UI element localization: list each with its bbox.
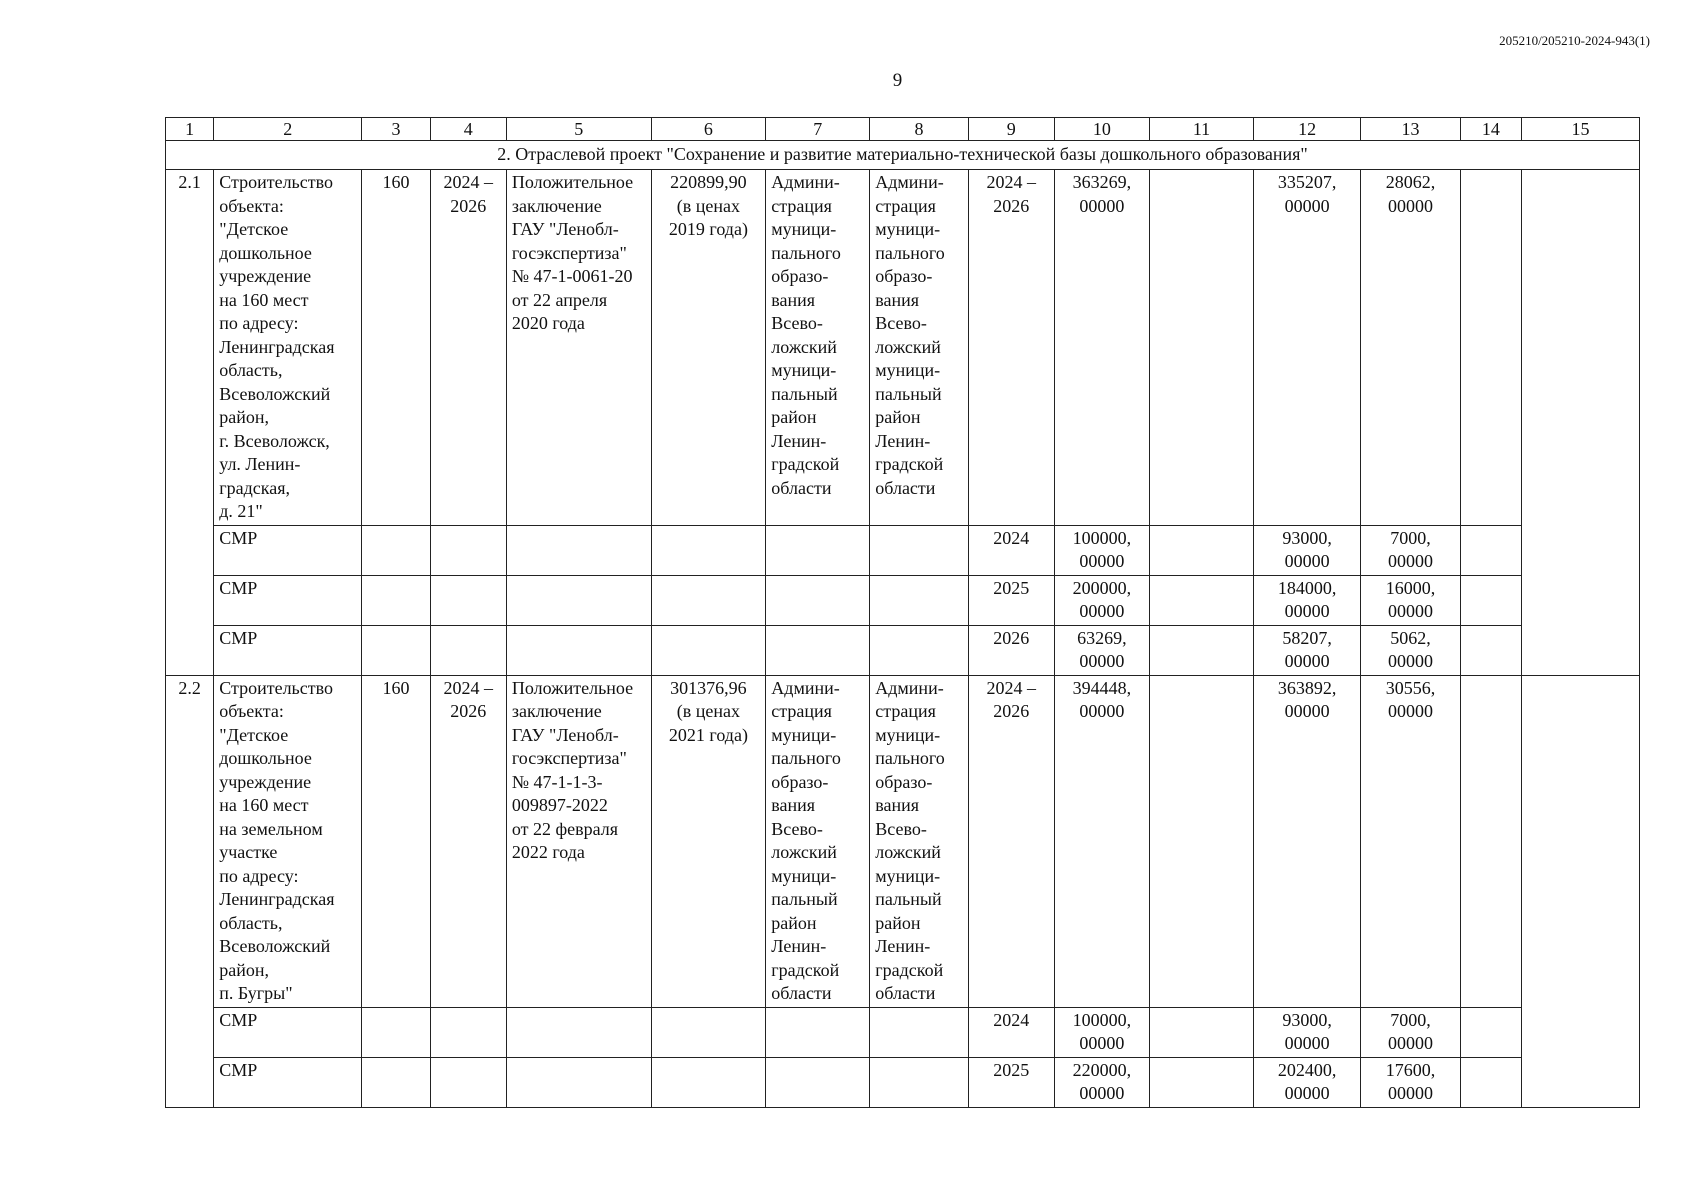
regional-budget-cell: 363892, 00000 (1253, 675, 1360, 1007)
column-number: 3 (362, 118, 431, 141)
empty-cell (430, 575, 506, 625)
empty-cell (430, 1057, 506, 1107)
smr-total: 63269, 00000 (1054, 625, 1149, 675)
empty-cell (870, 1057, 969, 1107)
column-number: 8 (870, 118, 969, 141)
smr-total: 100000, 00000 (1054, 525, 1149, 575)
empty-cell (506, 625, 651, 675)
column-number: 5 (506, 118, 651, 141)
local-budget-cell: 28062, 00000 (1361, 170, 1461, 526)
smr-local: 5062, 00000 (1361, 625, 1461, 675)
column-number: 14 (1460, 118, 1521, 141)
column-number: 10 (1054, 118, 1149, 141)
local-budget-cell: 30556, 00000 (1361, 675, 1461, 1007)
column-number: 2 (214, 118, 362, 141)
empty-cell (870, 525, 969, 575)
developer-cell: Админи- страция муници- пального образо- вания Всево- ложский муници- пальный район Ленин- градской области (870, 675, 969, 1007)
empty-cell (362, 625, 431, 675)
column-number: 13 (1361, 118, 1461, 141)
total-cell: 363269, 00000 (1054, 170, 1149, 526)
column-number-row (166, 118, 1640, 141)
smr-local: 7000, 00000 (1361, 525, 1461, 575)
empty-cell (506, 1007, 651, 1057)
column-number: 12 (1253, 118, 1360, 141)
capacity-cell: 160 (362, 675, 431, 1007)
period-cell: 2024 – 2026 (968, 675, 1054, 1007)
cost-cell: 220899,90 (в ценах 2019 года) (651, 170, 766, 526)
column-number: 4 (430, 118, 506, 141)
empty-cell (766, 525, 870, 575)
empty-cell (766, 575, 870, 625)
empty-cell (870, 625, 969, 675)
customer-cell: Админи- страция муници- пального образо- вания Всево- ложский муници- пальный район Ленин- градской области (766, 675, 870, 1007)
empty-cell (1150, 525, 1254, 575)
expertise-cell: Положительное заключение ГАУ "Ленобл- госэкспертиза" № 47-1-0061-20 от 22 апреля 2020 года (506, 170, 651, 526)
smr-label: СМР (214, 575, 362, 625)
empty-cell (1150, 575, 1254, 625)
years-cell: 2024 – 2026 (430, 675, 506, 1007)
smr-total: 200000, 00000 (1054, 575, 1149, 625)
years-cell: 2024 – 2026 (430, 170, 506, 526)
smr-row (166, 1057, 1640, 1107)
empty-cell (766, 625, 870, 675)
smr-regional: 184000, 00000 (1253, 575, 1360, 625)
smr-regional: 58207, 00000 (1253, 625, 1360, 675)
col14-cell (1460, 170, 1521, 526)
smr-row (166, 575, 1640, 625)
developer-cell: Админи- страция муници- пального образо- вания Всево- ложский муници- пальный район Ленин- градской области (870, 170, 969, 526)
page-number: 9 (892, 70, 903, 91)
regional-budget-cell: 335207, 00000 (1253, 170, 1360, 526)
smr-label: СМР (214, 625, 362, 675)
smr-label: СМР (214, 525, 362, 575)
smr-total: 100000, 00000 (1054, 1007, 1149, 1057)
customer-cell: Админи- страция муници- пального образо- вания Всево- ложский муници- пальный район Ленин- градской области (766, 170, 870, 526)
period-cell: 2024 – 2026 (968, 170, 1054, 526)
empty-cell (430, 625, 506, 675)
column-number: 9 (968, 118, 1054, 141)
capacity-cell: 160 (362, 170, 431, 526)
data-table (165, 117, 1640, 1108)
empty-cell (362, 525, 431, 575)
smr-year: 2025 (968, 1057, 1054, 1107)
empty-cell (1460, 1057, 1521, 1107)
empty-cell (766, 1007, 870, 1057)
smr-label: СМР (214, 1007, 362, 1057)
section-title: 2. Отраслевой проект "Сохранение и развитие материально-технической базы дошкольного образования" (166, 141, 1640, 170)
table-body (166, 118, 1640, 1108)
smr-regional: 202400, 00000 (1253, 1057, 1360, 1107)
cost-cell: 301376,96 (в ценах 2021 года) (651, 675, 766, 1007)
smr-year: 2024 (968, 525, 1054, 575)
total-cell: 394448, 00000 (1054, 675, 1149, 1007)
empty-cell (506, 1057, 651, 1107)
smr-year: 2025 (968, 575, 1054, 625)
smr-year: 2024 (968, 1007, 1054, 1057)
project-row (166, 170, 1640, 526)
col15-cell (1521, 170, 1639, 676)
column-number: 6 (651, 118, 766, 141)
column-number: 7 (766, 118, 870, 141)
col11-cell (1150, 170, 1254, 526)
empty-cell (1150, 1057, 1254, 1107)
section-title-row (166, 141, 1640, 170)
col14-cell (1460, 675, 1521, 1007)
project-number: 2.1 (166, 170, 214, 676)
column-number: 1 (166, 118, 214, 141)
empty-cell (766, 1057, 870, 1107)
col11-cell (1150, 675, 1254, 1007)
project-row (166, 675, 1640, 1007)
empty-cell (362, 1007, 431, 1057)
smr-row (166, 525, 1640, 575)
document-id: 205210/205210-2024-943(1) (1499, 33, 1650, 48)
data-table-container (165, 117, 1640, 1108)
empty-cell (1150, 625, 1254, 675)
empty-cell (430, 1007, 506, 1057)
empty-cell (362, 1057, 431, 1107)
empty-cell (870, 1007, 969, 1057)
empty-cell (362, 575, 431, 625)
expertise-cell: Положительное заключение ГАУ "Ленобл- госэкспертиза" № 47-1-1-3- 009897-2022 от 22 февраля 2022 года (506, 675, 651, 1007)
empty-cell (651, 525, 766, 575)
smr-local: 16000, 00000 (1361, 575, 1461, 625)
smr-row (166, 1007, 1640, 1057)
empty-cell (651, 1057, 766, 1107)
empty-cell (506, 575, 651, 625)
smr-regional: 93000, 00000 (1253, 1007, 1360, 1057)
col15-cell (1521, 675, 1639, 1107)
empty-cell (870, 575, 969, 625)
column-number: 15 (1521, 118, 1639, 141)
empty-cell (430, 525, 506, 575)
column-number: 11 (1150, 118, 1254, 141)
smr-row (166, 625, 1640, 675)
smr-local: 17600, 00000 (1361, 1057, 1461, 1107)
project-name: Строительство объекта: "Детское дошкольное учреждение на 160 мест по адресу: Ленинградская область, Всеволожский район, г. Всеволожск, ул. Ленин- градская, д. 21" (214, 170, 362, 526)
empty-cell (651, 1007, 766, 1057)
project-number: 2.2 (166, 675, 214, 1107)
smr-regional: 93000, 00000 (1253, 525, 1360, 575)
empty-cell (651, 625, 766, 675)
smr-local: 7000, 00000 (1361, 1007, 1461, 1057)
smr-total: 220000, 00000 (1054, 1057, 1149, 1107)
empty-cell (1460, 1007, 1521, 1057)
empty-cell (1460, 525, 1521, 575)
empty-cell (1460, 575, 1521, 625)
project-name: Строительство объекта: "Детское дошкольное учреждение на 160 мест на земельном участке по адресу: Ленинградская область, Всеволожский район, п. Бугры" (214, 675, 362, 1007)
smr-year: 2026 (968, 625, 1054, 675)
empty-cell (651, 575, 766, 625)
empty-cell (1150, 1007, 1254, 1057)
empty-cell (506, 525, 651, 575)
smr-label: СМР (214, 1057, 362, 1107)
empty-cell (1460, 625, 1521, 675)
